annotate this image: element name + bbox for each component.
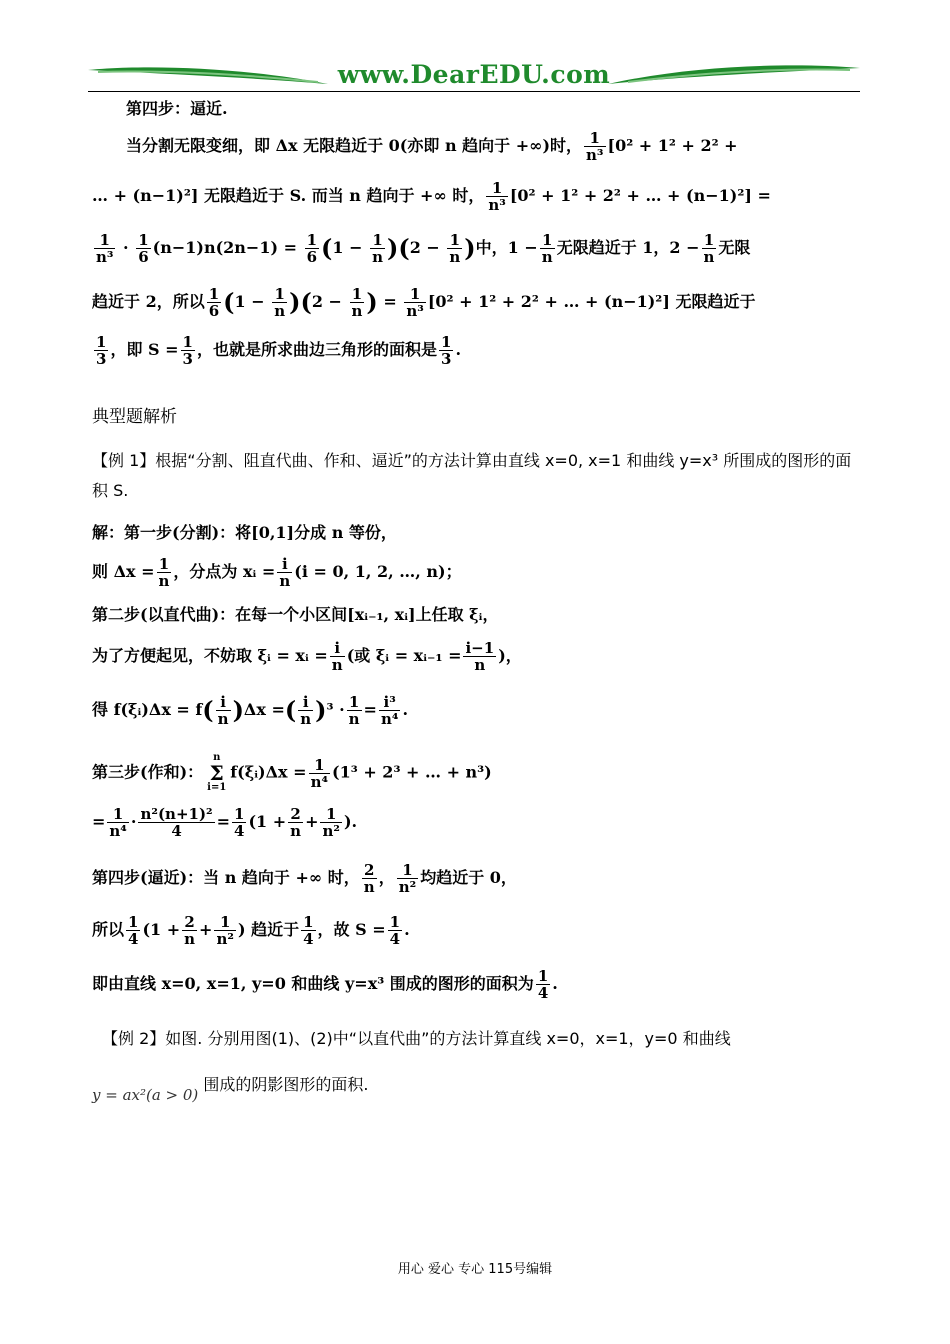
example-text: 围成的阴影图形的面积. (203, 1075, 369, 1094)
ex1-step1b (92, 556, 462, 589)
example-label: 【例 2】 (102, 1029, 166, 1048)
text: 中，1 − (475, 238, 538, 257)
text: = (216, 812, 231, 831)
text: + (199, 920, 213, 939)
text: 无限趋近于 1，2 − (556, 238, 700, 257)
text: [0² + 1² + 2² + (607, 136, 738, 155)
formula: y = ax²(a > 0) (92, 1086, 199, 1104)
text: ，故 S = (317, 920, 386, 939)
summation: n Σ i=1 (207, 752, 227, 793)
ex1-step2b (92, 640, 522, 673)
step4-title: 第四步：逼近. (126, 99, 228, 118)
text: 均趋近于 0， (420, 868, 517, 887)
part1-line2 (92, 180, 771, 213)
site-logo: www.DearEDU.com (337, 60, 611, 89)
text: + (305, 812, 319, 831)
fraction: $\frac{1}{n}$ (351, 285, 363, 320)
fraction: $\frac{1}{6}$ (208, 285, 220, 320)
text: (或 ξᵢ = xᵢ₋₁ = (346, 646, 462, 665)
fraction: $\frac{1}{\text{n³}}$ (586, 129, 604, 164)
header-rule (88, 91, 860, 92)
fraction: $\frac{1}{n}$ (348, 693, 360, 728)
fraction: $\frac{1}{4}$ (128, 913, 139, 948)
text: ) 趋近于 (237, 920, 300, 939)
example2-statement (102, 1024, 862, 1054)
fraction: $\frac{1}{3}$ (96, 333, 107, 368)
fraction: $\frac{1}{6}$ (306, 231, 318, 266)
text: = (363, 700, 377, 719)
text: 无限 (718, 238, 751, 257)
ex1-step2: 第二步(以直代曲)：在每一个小区间[xᵢ₋₁, xᵢ]上任取 ξᵢ， (92, 605, 499, 624)
text: = (92, 812, 106, 831)
example1-statement (92, 446, 862, 506)
part1-line4: 趋近于 2，所以 $\frac{1}{6}$ (1 − $\frac{1}{n}$ )(2 − $\frac{1}{n}$ ) = $\frac{1}{\text{n³}}$ [0² + 1² + 2² + … + (n−1)²] 无限趋近于 (92, 285, 756, 320)
ex1-step2c: 得 f(ξᵢ)Δx = f( $\frac{i}{n}$ )Δx =( $\frac{i}{n}$ )³ · $\frac{1}{n}$ = $\frac{\text{i³}}{\text{n⁴}}$ . (92, 693, 409, 728)
fraction: $\frac{i}{n}$ (331, 639, 343, 674)
fraction: $\frac{2}{n}$ (363, 861, 375, 896)
fraction: $\frac{i}{n}$ (279, 555, 291, 590)
fraction: $\frac{i}{n}$ (217, 693, 229, 728)
fraction: $\frac{1}{\text{n⁴}}$ (109, 805, 127, 840)
page-footer: 用心 爱心 专心 115号编辑 (397, 1262, 553, 1277)
text: (1³ + 2³ + … + n³) (332, 762, 492, 782)
text: )， (498, 646, 522, 665)
fraction: $\frac{\text{n²(n+1)²}}{4}$ (140, 805, 213, 840)
fraction: $\frac{1}{\text{n³}}$ (406, 285, 424, 320)
text: f(ξᵢ)Δx = (230, 762, 307, 782)
fraction: $\frac{1}{6}$ (138, 231, 149, 266)
fraction: $\frac{1}{4}$ (234, 805, 245, 840)
example2-statement-cont (92, 1075, 862, 1110)
fraction: $\frac{i}{n}$ (300, 693, 312, 728)
ex1-step4: 第四步(逼近)：当 n 趋向于 +∞ 时， $\frac{2}{n}$ ， $\frac{1}{\text{n²}}$ 均趋近于 0， (92, 861, 517, 896)
ex1-step4b: 所以 $\frac{1}{4}$ (1 + $\frac{2}{n}$ + $\frac{1}{\text{n²}}$ ) 趋近于 $\frac{1}{4}$ ，故 S = $\frac{1}{4}$ . (92, 913, 410, 948)
fraction: $\frac{1}{4}$ (537, 967, 549, 1002)
ex1-conclusion: 即由直线 x=0, x=1, y=0 和曲线 y=x³ 围成的图形的面积为 $\frac{1}{4}$ . (92, 967, 558, 1002)
fraction: $\frac{1}{n}$ (158, 555, 170, 590)
fraction: $\frac{i-1}{n}$ (465, 639, 495, 674)
fraction: $\frac{1}{\text{n⁴}}$ (310, 755, 329, 791)
ex1-step3 (92, 752, 492, 794)
part1-line5: $\frac{1}{3}$ ，即 S = $\frac{1}{3}$ ，也就是所求曲边三角形的面积是 $\frac{1}{3}$ . (96, 333, 462, 368)
fraction: $\frac{1}{3}$ (182, 333, 193, 368)
text: Δx = (243, 700, 285, 719)
section-title: 典型题解析 (92, 407, 177, 427)
ex1-step3b (92, 806, 357, 839)
fraction: $\frac{1}{\text{n³}}$ (488, 179, 506, 214)
text: (1 + (142, 920, 181, 939)
text: 为了方便起见，不妨取 ξᵢ = xᵢ = (92, 646, 328, 665)
text: 当分割无限变细，即 Δx 无限趋近于 0(亦即 n 趋向于 +∞)时， (126, 136, 583, 155)
text: 则 Δx = (92, 562, 155, 581)
text: 所以 (92, 920, 125, 939)
text: · (130, 812, 137, 831)
fraction: $\frac{1}{n}$ (274, 285, 286, 320)
text: [0² + 1² + 2² + … + (n−1)²] 无限趋近于 (427, 292, 756, 311)
fraction: $\frac{\text{i³}}{\text{n⁴}}$ (380, 693, 399, 728)
fraction: $\frac{1}{\text{n²}}$ (216, 913, 234, 948)
text: ). (343, 812, 358, 831)
text: ，也就是所求曲边三角形的面积是 (196, 340, 437, 359)
text: [0² + 1² + 2² + … + (n−1)²] = (509, 186, 771, 205)
fraction: $\frac{1}{3}$ (441, 333, 452, 368)
text: 即由直线 x=0, x=1, y=0 和曲线 y=x³ 围成的图形的面积为 (92, 974, 534, 993)
fraction: $\frac{1}{4}$ (389, 913, 401, 948)
fraction: $\frac{1}{n}$ (372, 231, 383, 266)
text: 第四步(逼近)：当 n 趋向于 +∞ 时， (92, 868, 360, 887)
text: ³ · (326, 700, 345, 719)
text: (n−1)n(2n−1) = (152, 238, 298, 257)
fraction: $\frac{1}{\text{n²}}$ (322, 805, 340, 840)
fraction: $\frac{1}{n}$ (703, 231, 715, 266)
fraction: $\frac{1}{n}$ (449, 231, 461, 266)
fraction: $\frac{1}{\text{n³}}$ (96, 231, 114, 266)
text: … + (n−1)²] 无限趋近于 S. 而当 n 趋向于 +∞ 时， (92, 186, 485, 205)
fraction: $\frac{1}{4}$ (303, 913, 314, 948)
text: (i = 0, 1, 2, …, n)； (294, 562, 462, 581)
text: 得 f(ξᵢ)Δx = f (92, 700, 203, 719)
text: 趋近于 2，所以 (92, 292, 205, 311)
example-text: 如图. 分别用图(1)、(2)中“以直代曲”的方法计算直线 x=0，x=1，y=0 和曲线 (165, 1029, 731, 1048)
fraction: $\frac{1}{n}$ (541, 231, 553, 266)
text: ，分点为 xᵢ = (173, 562, 276, 581)
part1-line1 (126, 130, 738, 163)
text: 第三步(作和)： (92, 762, 204, 782)
part1-line3: $\frac{1}{\text{n³}}$ · $\frac{1}{6}$ (n−1)n(2n−1) = $\frac{1}{6}$ (1 − $\frac{1}{n}$ )(2 − $\frac{1}{n}$ )中，1 − $\frac{1}{n}$ 无限趋近于 1，2 − $\frac{1}{n}$ 无限 (96, 231, 751, 266)
fraction: $\frac{2}{n}$ (184, 913, 196, 948)
example-label: 【例 1】 (92, 451, 156, 470)
fraction: $\frac{1}{\text{n²}}$ (398, 861, 417, 896)
text: (1 + (248, 812, 287, 831)
fraction: $\frac{2}{n}$ (290, 805, 302, 840)
text: ，即 S = (110, 340, 179, 359)
site-header (88, 62, 860, 96)
example-text: 根据“分割、阻直代曲、作和、逼近”的方法计算由直线 x=0, x=1 和曲线 y=x³ 所围成的图形的面积 S. (92, 451, 852, 500)
ex1-step1: 解：第一步(分割)：将[0,1]分成 n 等份， (92, 523, 397, 542)
